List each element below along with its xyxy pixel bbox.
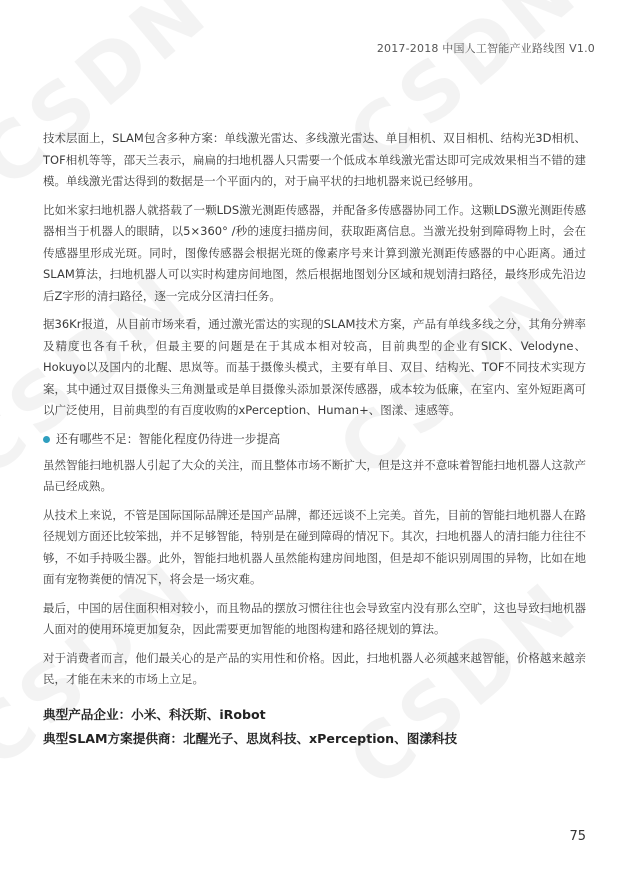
slam-providers: 典型SLAM方案提供商：北醒光子、思岚科技、xPerception、图漾科技	[43, 730, 458, 746]
paragraph: 对于消费者而言，他们最关心的是产品的实用性和价格。因此，扫地机器人必须越来越智能，价格越来越亲民，才能在未来的市场上立足。	[43, 650, 586, 686]
page-header: 2017-2018 中国人工智能产业路线图 V1.0	[376, 42, 595, 55]
summary-block	[43, 703, 586, 751]
page-number: 75	[569, 829, 586, 844]
section-heading	[43, 429, 586, 450]
typical-companies: 典型产品企业：小米、科沃斯、iRobot	[43, 706, 266, 722]
paragraph: 虽然智能扫地机器人引起了大众的关注，而且整体市场不断扩大，但是这并不意味着智能扫地机器人这款产品已经成熟。	[43, 457, 586, 493]
document-body	[43, 128, 586, 751]
paragraph: 从技术上来说，不管是国际国际品牌还是国产品牌，都还远谈不上完美。首先，目前的智能扫地机器人在路径规划方面还比较笨拙，并不足够智能，特别是在碰到障碍的情况下。其次，扫地机器人的清扫能力往往不够，不如手持吸尘器。此外，智能扫地机器人虽然能构建房间地图，但是却不能识别周围的异物，比如在地面有宠物粪便的情况下，将会是一场灾难。	[43, 507, 586, 586]
paragraph: 比如米家扫地机器人就搭载了一颗LDS激光测距传感器，并配备多传感器协同工作。这颗LDS激光测距传感器相当于机器人的眼睛，以5×360° /秒的速度扫描房间，获取距离信息。当激光投射到障碍物上时，会在传感器里形成光斑。同时，图像传感器会根据光斑的像素序号来计算到激光测距传感器的中心距离。通过SLAM算法，扫地机器人可以实时构建房间地图，然后根据地图划分区域和规划清扫路径，最终形成先沿边后Z字形的清扫路径，逐一完成分区清扫任务。	[43, 202, 586, 303]
section-heading-text: 还有哪些不足：智能化程度仍待进一步提高	[56, 431, 281, 446]
paragraph: 技术层面上，SLAM包含多种方案：单线激光雷达、多线激光雷达、单目相机、双目相机、结构光3D相机、TOF相机等等，邵天兰表示，扁扁的扫地机器人只需要一个低成本单线激光雷达即可完成效果相当不错的建模。单线激光雷达得到的数据是一个平面内的，对于扁平状的扫地机器来说已经够用。	[43, 131, 586, 188]
paragraph: 据36Kr报道，从目前市场来看，通过激光雷达的实现的SLAM技术方案，产品有单线多线之分，其角分辨率及精度也各有千秋，但最主要的问题是在于其成本相对较高，目前典型的企业有SICK、Velodyne、Hokuyo以及国内的北醒、思岚等。而基于摄像头模式，主要有单目、双目、结构光、TOF不同技术实现方案，其中通过双目摄像头三角测量或是单目摄像头添加景深传感器，成本较为低廉，在室内、室外短距离可以广泛使用，目前典型的有百度收购的xPerception、Human+、图漾、速感等。	[43, 317, 586, 417]
paragraph: 最后，中国的居住面积相对较小，而且物品的摆放习惯往往也会导致室内没有那么空旷，这也导致扫地机器人面对的使用环境更加复杂，因此需要更加智能的地图构建和路径规划的算法。	[43, 600, 586, 636]
bullet-dot-icon	[43, 436, 50, 443]
